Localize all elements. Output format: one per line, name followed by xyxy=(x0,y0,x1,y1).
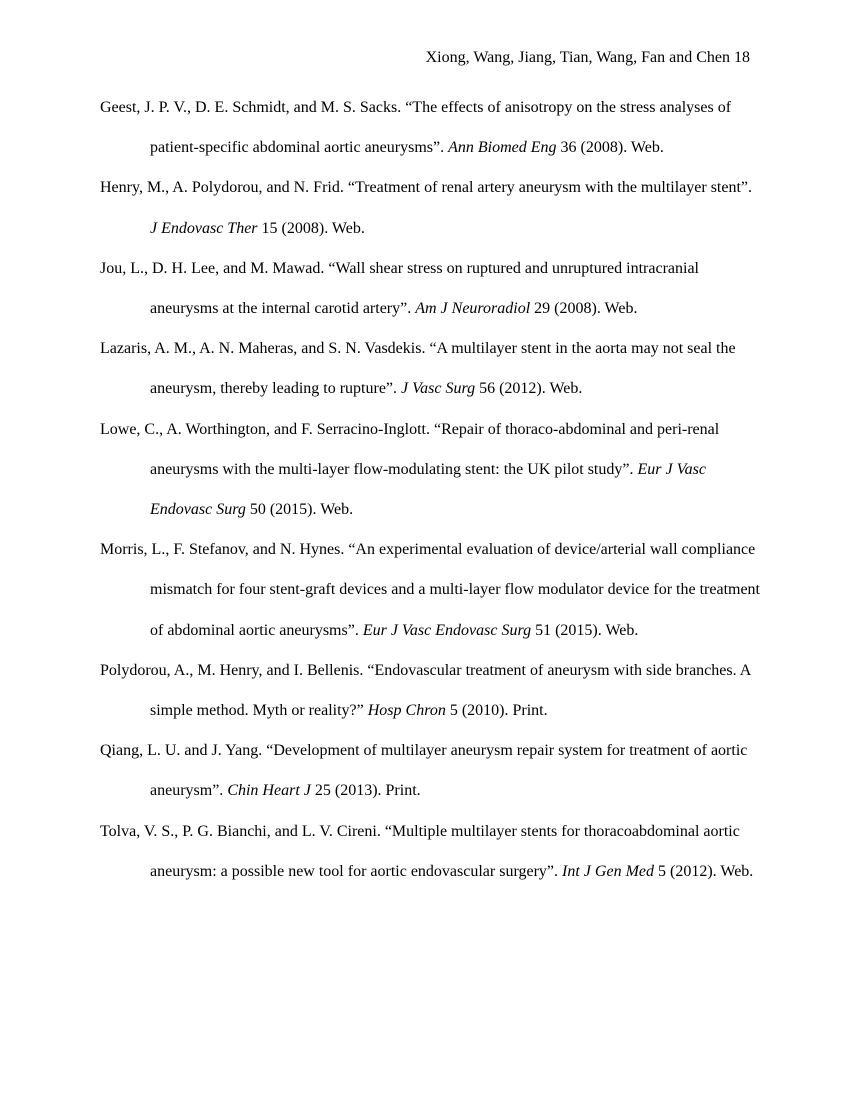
reference-details: 56 (2012). Web. xyxy=(479,380,583,398)
reference-entry xyxy=(100,530,760,651)
reference-journal: Eur J Vasc Endovasc Surg xyxy=(362,621,532,639)
reference-journal: J Vasc Surg xyxy=(401,380,476,398)
reference-journal: Ann Biomed Eng xyxy=(448,139,557,157)
reference-journal: J Endovasc Ther xyxy=(150,219,258,237)
reference-authors: Jou, L., D. H. Lee, and M. Mawad. xyxy=(100,259,325,277)
reference-authors: Lowe, C., A. Worthington, and F. Serracino-Inglott. xyxy=(100,420,430,438)
reference-title: “Repair of thoraco-abdominal and peri-renal aneurysms with the multi-layer flow-modulating stent: the UK pilot study”. xyxy=(150,420,720,478)
reference-entry xyxy=(100,731,760,811)
reference-list xyxy=(100,88,760,892)
reference-authors: Lazaris, A. M., A. N. Maheras, and S. N. Vasdekis. xyxy=(100,340,426,358)
reference-authors: Qiang, L. U. and J. Yang. xyxy=(100,742,263,760)
reference-entry xyxy=(100,329,760,409)
reference-journal: Chin Heart J xyxy=(227,782,311,800)
reference-journal: Am J Neuroradiol xyxy=(415,300,531,318)
reference-title: “Multiple multilayer stents for thoracoabdominal aortic aneurysm: a possible new tool for aortic endovascular surgery”. xyxy=(150,822,740,880)
reference-entry xyxy=(100,812,760,892)
reference-journal: Int J Gen Med xyxy=(562,862,654,880)
running-head: Xiong, Wang, Jiang, Tian, Wang, Fan and Chen 18 xyxy=(425,49,750,66)
reference-title: “Development of multilayer aneurysm repair system for treatment of aortic aneurysm”. xyxy=(150,742,748,800)
reference-details: 5 (2012). Web. xyxy=(658,862,754,880)
reference-details: 15 (2008). Web. xyxy=(261,219,365,237)
reference-title: “A multilayer stent in the aorta may not seal the aneurysm, thereby leading to rupture”. xyxy=(150,340,736,398)
reference-details: 36 (2008). Web. xyxy=(560,139,664,157)
reference-details: 25 (2013). Print. xyxy=(314,782,421,800)
reference-details: 51 (2015). Web. xyxy=(535,621,639,639)
reference-journal: Eur J Vasc Endovasc Surg xyxy=(150,460,706,519)
reference-title: “The effects of anisotropy on the stress analyses of patient-specific abdominal aortic aneurysms”. xyxy=(150,99,732,157)
reference-authors: Tolva, V. S., P. G. Bianchi, and L. V. Cireni. xyxy=(100,822,381,840)
reference-authors: Geest, J. P. V., D. E. Schmidt, and M. S. Sacks. xyxy=(100,99,402,116)
reference-title: “Wall shear stress on ruptured and unruptured intracranial aneurysms at the internal carotid artery”. xyxy=(150,259,699,318)
reference-entry xyxy=(100,88,760,168)
reference-authors: Morris, L., F. Stefanov, and N. Hynes. xyxy=(100,541,345,559)
reference-title: “Treatment of renal artery aneurysm with the multilayer stent”. xyxy=(347,179,753,197)
reference-authors: Henry, M., A. Polydorou, and N. Frid. xyxy=(100,179,344,197)
reference-details: 29 (2008). Web. xyxy=(534,300,638,318)
reference-entry xyxy=(100,168,760,248)
reference-title: “Endovascular treatment of aneurysm with side branches. A simple method. Myth or reality?” xyxy=(150,661,751,720)
reference-details: 5 (2010). Print. xyxy=(449,702,548,720)
reference-entry xyxy=(100,410,760,531)
reference-entry xyxy=(100,651,760,731)
reference-entry xyxy=(100,249,760,329)
reference-details: 50 (2015). Web. xyxy=(249,501,354,519)
reference-journal: Hosp Chron xyxy=(367,702,446,720)
reference-authors: Polydorou, A., M. Henry, and I. Bellenis. xyxy=(100,661,364,679)
reference-title: “An experimental evaluation of device/arterial wall compliance mismatch for four stent-graft devices and a multi-layer flow modulator device for the treatment of abdominal aortic aneurysms”. xyxy=(150,541,760,639)
